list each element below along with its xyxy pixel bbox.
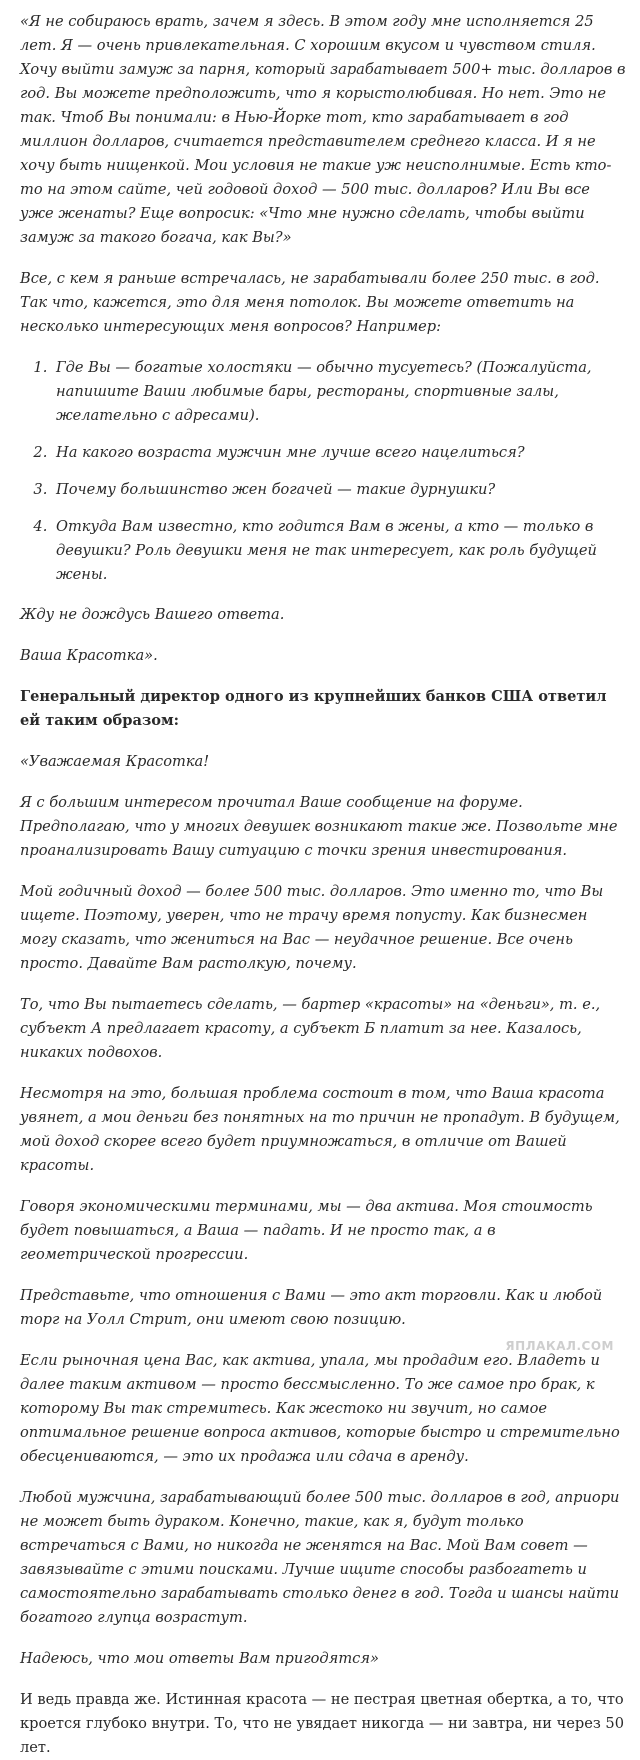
question-item: 4. Откуда Вам известно, кто годится Вам в жены, а кто — только в девушки? Роль девушки меня не так интересует, как роль будущей жены. xyxy=(52,515,626,587)
conclusion-paragraph: И ведь правда же. Истинная красота — не пестрая цветная обертка, а то, что кроется глубоко внутри. То, что не увядает никогда — ни завтра, ни через 50 лет. xyxy=(20,1691,624,1756)
question-item: 1. Где Вы — богатые холостяки — обычно тусуетесь? (Пожалуйста, напишите Ваши любимые бары, рестораны, спортивные залы, желательно с адресами). xyxy=(52,356,626,428)
site-watermark: ЯПЛАКАЛ.COM xyxy=(505,1339,614,1353)
reply-paragraph: Представьте, что отношения с Вами — это акт торговли. Как и любой торг на Уолл Стрит, они имеют свою позицию. xyxy=(20,1287,603,1328)
awaiting-line: Жду не дождусь Вашего ответа. xyxy=(20,606,285,623)
reply-paragraph: Несмотря на это, большая проблема состоит в том, что Ваша красота увянет, а мои деньги без понятных на то причин не пропадут. В будущем, мой доход скорее всего будет приумножаться, в отличие от Вашей красоты. xyxy=(20,1085,620,1174)
question-item: 3. Почему большинство жен богачей — такие дурнушки? xyxy=(52,478,626,502)
ceo-heading: Генеральный директор одного из крупнейших банков США ответил ей таким образом: xyxy=(20,688,607,729)
reply-paragraph: Говоря экономическими терминами, мы — два актива. Моя стоимость будет повышаться, а Ваша — падать. И не просто так, а в геометрической прогрессии. xyxy=(20,1198,593,1263)
previous-income-paragraph: Все, с кем я раньше встречалась, не зарабатывали более 250 тыс. в год. Так что, кажется, это для меня потолок. Вы можете ответить на несколько интересующих меня вопросов? Например: xyxy=(20,270,600,335)
intro-quote: «Я не собираюсь врать, зачем я здесь. В этом году мне исполняется 25 лет. Я — очень привлекательная. С хорошим вкусом и чувством стиля. Хочу выйти замуж за парня, который зарабатывает 500+ тыс. долларов в год. Вы можете предположить, что я корыстолюбивая. Но нет. Это не так. Чтоб Вы понимали: в Нью-Йорке тот, кто зарабатывает в год миллион долларов, считается представителем среднего класса. И я не хочу быть нищенкой. Мои условия не такие уж неисполнимые. Есть кто-то на этом сайте, чей годовой доход — 500 тыс. долларов? Или Вы все уже женаты? Еще вопросик: «Что мне нужно сделать, чтобы выйти замуж за такого богача, как Вы?» xyxy=(20,13,626,246)
questions-list xyxy=(20,356,626,587)
reply-paragraph: Мой годичный доход — более 500 тыс. долларов. Это именно то, что Вы ищете. Поэтому, уверен, что не трачу время попусту. Как бизнесмен могу сказать, что жениться на Вас — неудачное решение. Все очень просто. Давайте Вам растолкую, почему. xyxy=(20,883,604,972)
reply-paragraph: Любой мужчина, зарабатывающий более 500 тыс. долларов в год, априори не может быть дураком. Конечно, такие, как я, будут только встречаться с Вами, но никогда не женятся на Вас. Мой Вам совет — завязывайте с этими поисками. Лучше ищите способы разбогатеть и самостоятельно зарабатывать столько денег в год. Тогда и шансы найти богатого глупца возрастут. xyxy=(20,1489,620,1626)
reply-paragraph: Я с большим интересом прочитал Ваше сообщение на форуме. Предполагаю, что у многих девушек возникают такие же. Позвольте мне проанализировать Вашу ситуацию с точки зрения инвестирования. xyxy=(20,794,618,859)
reply-closing: Надеюсь, что мои ответы Вам пригодятся» xyxy=(20,1650,379,1667)
reply-greeting: «Уважаемая Красотка! xyxy=(20,753,210,770)
reply-paragraph: То, что Вы пытаетесь сделать, — бартер «красоты» на «деньги», т. е., субъект А предлагает красоту, а субъект Б платит за нее. Казалось, никаких подвохов. xyxy=(20,996,601,1061)
question-item: 2. На какого возраста мужчин мне лучше всего нацелиться? xyxy=(52,441,626,465)
signature-line: Ваша Красотка». xyxy=(20,647,158,664)
reply-paragraph: Если рыночная цена Вас, как актива, упала, мы продадим его. Владеть и далее таким активом — просто бессмысленно. То же самое про брак, к которому Вы так стремитесь. Как жестоко ни звучит, но самое оптимальное решение вопроса активов, которые быстро и стремительно обесцениваются, — это их продажа или сдача в аренду. xyxy=(20,1352,620,1465)
